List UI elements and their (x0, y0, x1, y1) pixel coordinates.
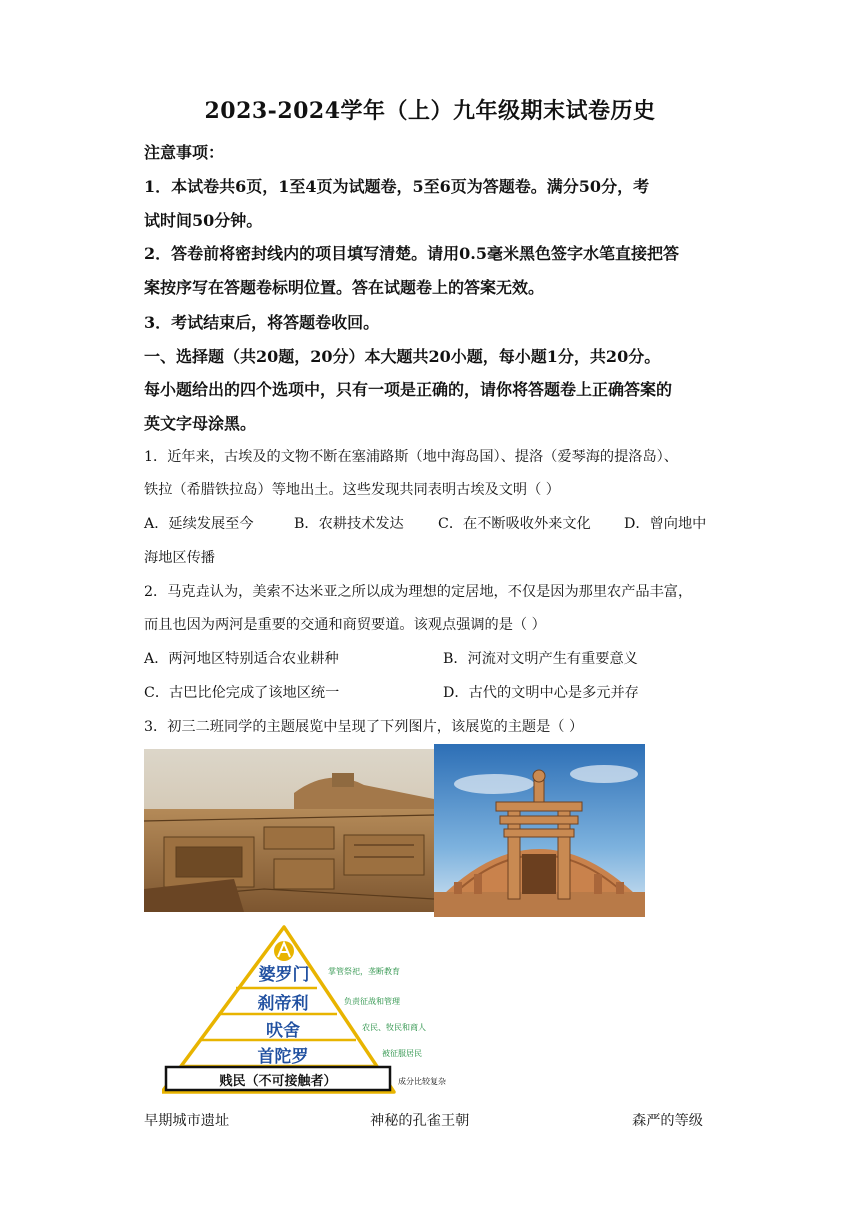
caste-level-4: 首陀罗 (257, 1047, 309, 1067)
caste-level-2: 刹帝利 (257, 994, 309, 1014)
notice-heading: 注意事项： (144, 143, 225, 162)
q1-stem-cont: 铁拉（希腊铁拉岛）等地出土。这些发现共同表明古埃及文明（ ） (144, 482, 560, 498)
caption-hierarchy: 森严的等级 (632, 1113, 703, 1129)
q2-option-a: A．两河地区特别适合农业耕种 (144, 651, 339, 667)
section-instructions-cont: 英文字母涂黑。 (144, 414, 257, 433)
q1-option-d: D．曾向地中 (624, 516, 707, 532)
caste-note-1: 掌管祭祀，垄断教育 (328, 967, 400, 976)
page-title: 2023-2024学年（上）九年级期末试卷历史 (204, 98, 656, 124)
notice-item-3: 3．考试结束后，将答题卷收回。 (144, 313, 380, 332)
notice-item-1-cont: 试时间50分钟。 (144, 211, 263, 230)
stupa-illustration (434, 744, 645, 917)
stupa-photo (434, 744, 645, 917)
ruins-photo (144, 749, 434, 912)
notice-item-2-cont: 案按序写在答题卷标明位置。答在试题卷上的答案无效。 (144, 278, 545, 297)
caste-level-5: 贱民（不可接触者） (219, 1074, 337, 1089)
q2-options-row-2 (144, 682, 724, 702)
q1-stem: 1．近年来，古埃及的文物不断在塞浦路斯（地中海岛国）、提洛（爱琴海的提洛岛）、 (144, 449, 678, 465)
q2-stem: 2．马克垚认为，美索不达米亚之所以成为理想的定居地，不仅是因为那里农产品丰富， (144, 584, 693, 600)
caste-note-3: 农民、牧民和商人 (362, 1023, 426, 1032)
q3-stem: 3．初三二班同学的主题展览中呈现了下列图片，该展览的主题是（ ） (144, 719, 584, 735)
caption-ruins: 早期城市遗址 (144, 1113, 230, 1129)
caste-note-2: 负责征战和管理 (344, 997, 400, 1006)
caste-level-3: 吠舍 (266, 1021, 300, 1041)
caste-level-1: 婆罗门 (258, 965, 310, 985)
q1-option-c: C．在不断吸收外来文化 (438, 516, 591, 532)
ruins-illustration (144, 749, 434, 912)
section-instructions: 每小题给出的四个选项中，只有一项是正确的，请你将答题卷上正确答案的 (144, 380, 673, 399)
q2-stem-cont: 而且也因为两河是重要的交通和商贸要道。该观点强调的是（ ） (144, 617, 546, 633)
q2-options-row-1 (144, 648, 724, 668)
q2-option-d: D．古代的文明中心是多元并存 (443, 685, 639, 701)
caste-note-5: 成分比较复杂 (398, 1077, 446, 1086)
q2-option-b: B．河流对文明产生有重要意义 (443, 651, 638, 667)
caste-note-4: 被征服居民 (382, 1049, 422, 1058)
caption-maurya: 神秘的孔雀王朝 (370, 1113, 470, 1129)
notice-item-2: 2．答卷前将密封线内的项目填写清楚。请用0.5毫米黑色签字水笔直接把答 (144, 244, 679, 263)
q1-options (144, 513, 724, 533)
caste-pyramid (162, 924, 474, 1096)
q1-option-d-cont: 海地区传播 (144, 550, 215, 566)
q1-option-b: B．农耕技术发达 (294, 516, 404, 532)
section-heading: 一、选择题（共20题，20分）本大题共20小题，每小题1分，共20分。 (144, 347, 661, 366)
notice-item-1: 1．本试卷共6页，1至4页为试题卷，5至6页为答题卷。满分50分，考 (144, 177, 650, 196)
q2-option-c: C．古巴比伦完成了该地区统一 (144, 685, 340, 701)
q1-option-a: A．延续发展至今 (144, 516, 254, 532)
